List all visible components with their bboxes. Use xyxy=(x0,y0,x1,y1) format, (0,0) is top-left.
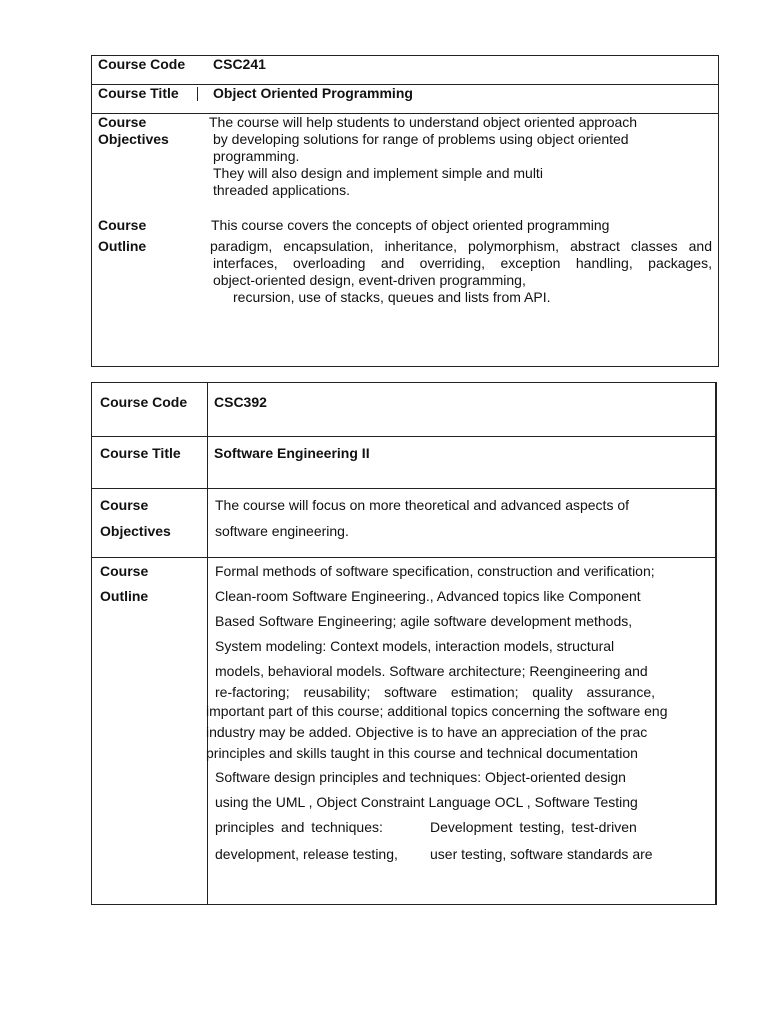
objectives-text-line: threaded applications. xyxy=(213,182,350,198)
outline-text-line: object-oriented design, event-driven programming, xyxy=(213,272,526,288)
course-outline-label: Course xyxy=(100,563,149,579)
overflow-text-block xyxy=(206,702,715,762)
outline-text-line: industry may be added. Objective is to have an appreciation of the prac xyxy=(206,724,648,740)
course-outline-label: Outline xyxy=(100,588,149,604)
course-title-label: Course Title xyxy=(100,445,181,461)
objectives-text-line: by developing solutions for range of problems using object oriented xyxy=(213,131,629,147)
outline-text-line: Formal methods of software specification, construction and verification; xyxy=(215,563,655,579)
outline-text-line: This course covers the concepts of object oriented programming xyxy=(211,217,610,233)
course-objectives-label: Course xyxy=(98,114,147,130)
course-objectives-label: Objectives xyxy=(100,523,171,539)
course-code-value: CSC241 xyxy=(213,56,266,72)
row-divider xyxy=(91,488,717,489)
outline-text-line: System modeling: Context models, interaction models, structural xyxy=(215,638,615,654)
outline-text-line: interfaces, overloading and overriding, exception handling, packages, xyxy=(213,255,712,271)
outline-text-line: using the UML , Object Constraint Language OCL , Software Testing xyxy=(215,794,638,810)
course-title-label: Course Title xyxy=(98,85,179,101)
outline-text-line: development, release testing, xyxy=(215,846,398,862)
objectives-text-line: The course will focus on more theoretical and advanced aspects of xyxy=(215,497,630,513)
course-code-value: CSC392 xyxy=(214,394,267,410)
objectives-text-line: programming. xyxy=(213,148,300,164)
outline-text-line: paradigm, encapsulation, inheritance, polymorphism, abstract classes and xyxy=(210,238,712,254)
objectives-text-line: They will also design and implement simple and multi xyxy=(213,165,543,181)
course-title-value: Object Oriented Programming xyxy=(213,85,413,101)
course-code-label: Course Code xyxy=(100,394,188,410)
cell-divider xyxy=(197,87,198,101)
course-outline-label: Outline xyxy=(98,238,147,254)
outline-text-line: user testing, software standards are xyxy=(430,846,653,862)
outline-text-line: Based Software Engineering; agile software development methods, xyxy=(215,613,633,629)
outline-text-line: recursion, use of stacks, queues and lists from API. xyxy=(233,289,551,305)
objectives-text-line: The course will help students to understand object oriented approach xyxy=(209,114,638,130)
right-edge-shadow xyxy=(715,382,716,905)
row-divider xyxy=(91,436,717,437)
course-title-value: Software Engineering II xyxy=(214,445,370,461)
course-objectives-label: Course xyxy=(100,497,149,513)
course-outline-label: Course xyxy=(98,217,147,233)
outline-text-line: Clean-room Software Engineering., Advanced topics like Component xyxy=(215,588,641,604)
objectives-text-line: software engineering. xyxy=(215,523,349,539)
outline-text-line: models, behavioral models. Software architecture; Reengineering and xyxy=(215,663,648,679)
outline-text-line: Development testing, test-driven xyxy=(430,819,637,835)
outline-text-line: principles and skills taught in this course and technical documentation xyxy=(206,745,638,761)
course-code-label: Course Code xyxy=(98,56,186,72)
outline-text-line: important part of this course; additional topics concerning the software eng xyxy=(206,703,668,719)
course-objectives-label: Objectives xyxy=(98,131,169,147)
outline-text-line: principles and techniques: xyxy=(215,819,383,835)
outline-text-line: re-factoring; reusability; software estimation; quality assurance, xyxy=(215,684,655,700)
column-divider xyxy=(207,382,208,905)
outline-text-line: Software design principles and techniques: Object-oriented design xyxy=(215,769,626,785)
row-divider xyxy=(91,557,717,558)
